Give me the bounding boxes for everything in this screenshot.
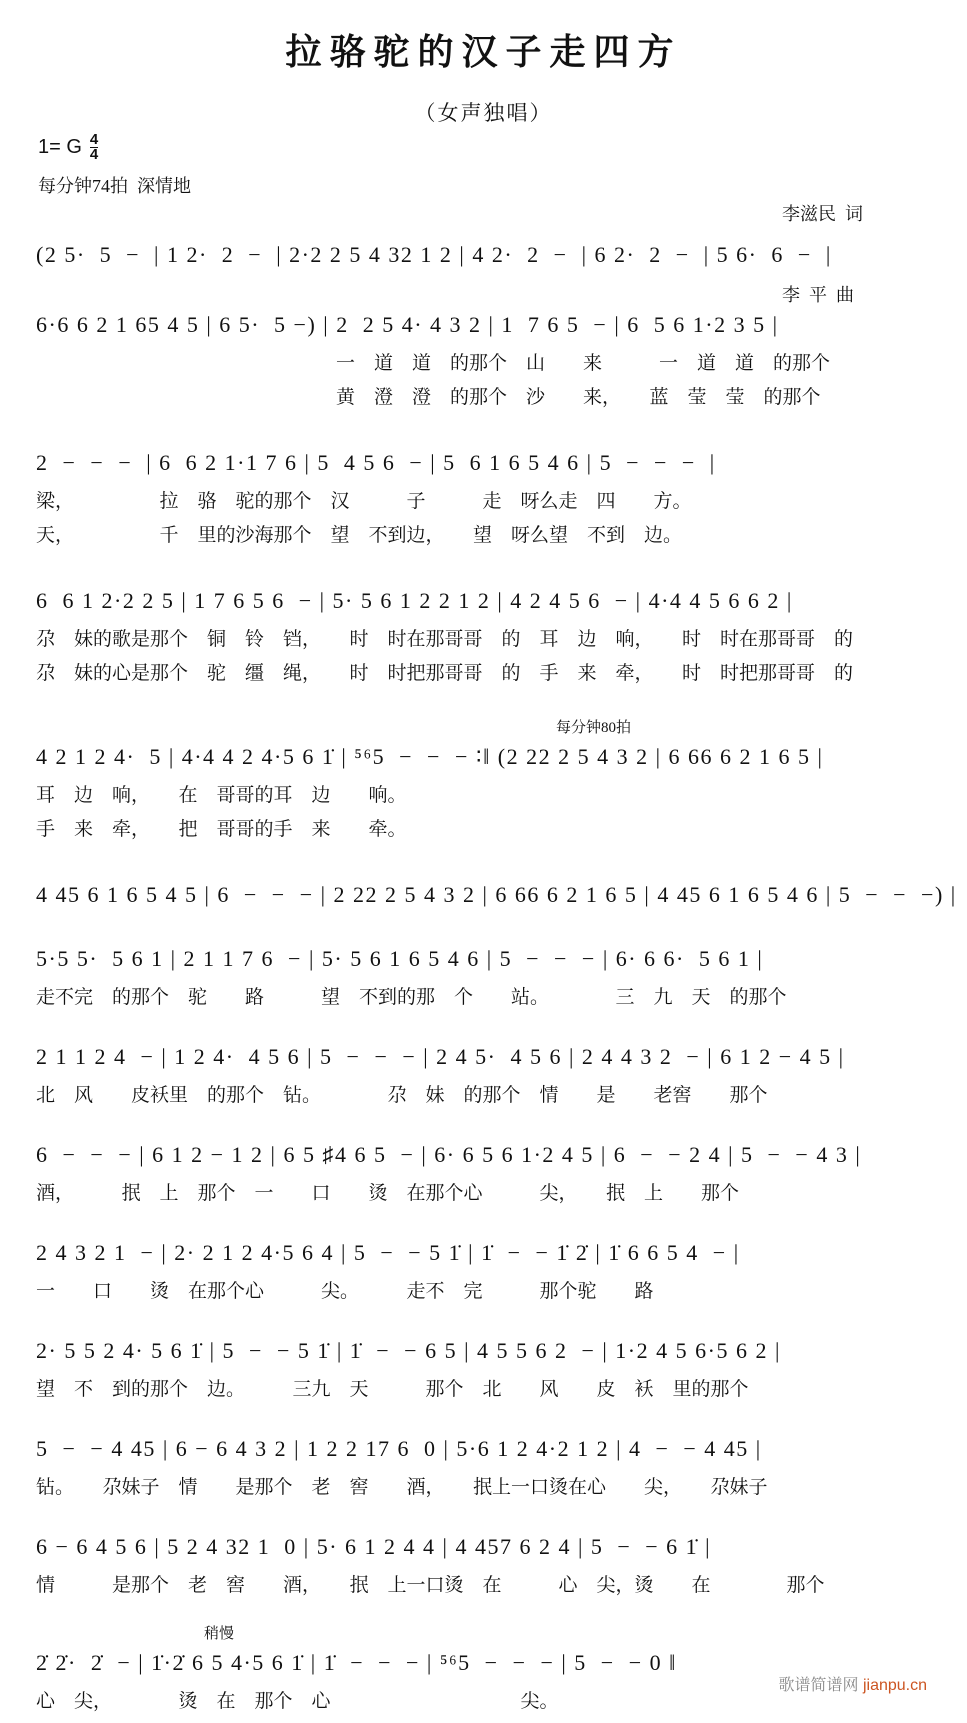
music-system-12: [36, 1429, 931, 1503]
score-body: [36, 235, 957, 1717]
music-system-4: [36, 581, 931, 689]
music-line: 4 45 6 1 6 5 4 5 | 6 − − − | 2 22 2 5 4 3 2 | 6 66 6 2 1 6 5 | 4 45 6 1 6 5 4 6 | 5 − − −) |: [36, 882, 957, 907]
lyrics-line: 酒， 抿 上 那个 一 口 烫 在那个心 尖， 抿 上 那个: [36, 1183, 740, 1204]
music-line: 6 − − − | 6 1 2 − 1 2 | 6 5 ♯4 6 5 − | 6· 6 5 6 1·2 4 5 | 6 − − 2 4 | 5 − − 4 3 |: [36, 1142, 862, 1167]
music-system-8: [36, 1037, 931, 1111]
tempo-marking: 每分钟74拍 深情地: [38, 176, 191, 196]
lyrics-line: 耳 边 响， 在 哥哥的耳 边 响。: [36, 785, 407, 806]
music-line: 6·6 6 2 1 65 4 5 | 6 5· 5 −) | 2 2 5 4· 4 3 2 | 1 7 6 5 − | 6 5 6 1·2 3 5 |: [36, 312, 779, 337]
song-subtitle: （女声独唱）: [414, 101, 553, 125]
music-line: 5·5 5· 5 6 1 | 2 1 1 7 6 − | 5· 5 6 1 6 5 4 6 | 5 − − − | 6· 6 6· 5 6 1 |: [36, 946, 764, 971]
music-line: 2 4 3 2 1 − | 2· 2 1 2 4·5 6 4 | 5 − − 5 1̇ | 1̇ − − 1̇ 2̇ | 1̇ 6 6 5 4 − |: [36, 1240, 740, 1265]
music-line: 6 − 6 4 5 6 | 5 2 4 32 1 0 | 5· 6 1 2 4 4 | 4 457 6 2 4 | 5 − − 6 1̇ |: [36, 1534, 712, 1559]
time-signature: 4 4: [89, 131, 99, 163]
lyrics-line: 黄 澄 澄 的那个 沙 来， 蓝 莹 莹 的那个: [336, 387, 821, 408]
lyrics-line: 北 风 皮袄里 的那个 钻。 尕 妹 的那个 情 是 老窖 那个: [36, 1085, 768, 1106]
music-system-9: [36, 1135, 931, 1209]
lyrics-line: 尕 妹的歌是那个 铜 铃 铛， 时 时在那哥哥 的 耳 边 响， 时 时在那哥哥 的: [36, 629, 854, 650]
music-line: 2̇ 2̇· 2̇ − | 1̇·2̇ 6 5 4·5 6 1̇ | 1̇ − − − | ⁵⁶5 − − − | 5 − − 0 ‖: [36, 1650, 677, 1675]
lyrics-line: 情 是那个 老 窖 酒， 抿 上一口烫 在 心 尖，烫 在 那个: [36, 1575, 825, 1596]
lyrics-line: 尕 妹的心是那个 驼 缰 绳， 时 时把那哥哥 的 手 来 牵， 时 时把那哥哥 的: [36, 663, 854, 684]
music-system-7: [36, 939, 931, 1013]
watermark: [761, 1654, 927, 1713]
music-line: 2 1 1 2 4 − | 1 2 4· 4 5 6 | 5 − − − | 2 4 5· 4 5 6 | 2 4 4 3 2 − | 6 1 2 − 4 5 |: [36, 1044, 845, 1069]
lyrics-line: 钻。 尕妹子 情 是那个 老 窖 酒， 抿上一口烫在心 尖， 尕妹子: [36, 1477, 768, 1498]
lyrics-line: 望 不 到的那个 边。 三九 天 那个 北 风 皮 袄 里的那个: [36, 1379, 749, 1400]
music-line: (2 5· 5 − | 1 2· 2 − | 2·2 2 5 4 32 1 2 | 4 2· 2 − | 6 2· 2 − | 5 6· 6 − |: [36, 242, 832, 267]
music-system-5: [36, 719, 931, 845]
music-system-13: [36, 1527, 931, 1601]
music-line: 2· 5 5 2 4· 5 6 1̇ | 5 − − 5 1̇ | 1̇ − − 6 5 | 4 5 5 6 2 − | 1·2 4 5 6·5 6 2 |: [36, 1338, 781, 1363]
lyrics-line: 一 口 烫 在那个心 尖。 走不 完 那个驼 路: [36, 1281, 654, 1302]
composer-credit: 李 平 曲: [782, 285, 854, 305]
music-system-11: [36, 1331, 931, 1405]
lyricist-credit: 李滋民 词: [782, 204, 863, 224]
music-line: 2 − − − | 6 6 2 1·1 7 6 | 5 4 5 6 − | 5 6 1 6 5 4 6 | 5 − − − |: [36, 450, 716, 475]
song-title: 拉骆驼的汉子走四方: [285, 32, 682, 72]
music-line: 6 6 1 2·2 2 5 | 1 7 6 5 6 − | 5· 5 6 1 2 2 1 2 | 4 2 4 5 6 − | 4·4 4 5 6 6 2 |: [36, 588, 793, 613]
lyrics-line: 手 来 牵， 把 哥哥的手 来 牵。: [36, 819, 407, 840]
watermark-site-url: jianpu.cn: [862, 1677, 927, 1694]
lyrics-line: 心 尖， 烫 在 那个 心 尖。: [36, 1691, 559, 1712]
music-system-10: [36, 1233, 931, 1307]
lyrics-line: 走不完 的那个 驼 路 望 不到的那 个 站。 三 九 天 的那个: [36, 987, 787, 1008]
tempo-change-mark: 每分钟80拍: [556, 720, 632, 736]
music-line: 5 − − 4 45 | 6 − 6 4 3 2 | 1 2 2 17 6 0 | 5·6 1 2 4·2 1 2 | 4 − − 4 45 |: [36, 1436, 762, 1461]
music-system-6: [36, 875, 957, 915]
credits: [782, 147, 863, 363]
music-line: 4 2 1 2 4· 5 | 4·4 4 2 4·5 6 1̇ | ⁵⁶5 − − − ∶‖ (2 22 2 5 4 3 2 | 6 66 6 2 1 6 5 |: [36, 744, 824, 769]
tempo-change-mark: 稍慢: [204, 1626, 235, 1642]
key-signature: 1= G: [38, 136, 82, 158]
music-system-3: [36, 443, 931, 551]
lyrics-line: 梁， 拉 骆 驼的那个 汉 子 走 呀么走 四 方。: [36, 491, 692, 512]
lyrics-line: 天， 千 里的沙海那个 望 不到边， 望 呀么望 不到 边。: [36, 525, 683, 546]
lyrics-line: 一 道 道 的那个 山 来 一 道 道 的那个: [336, 353, 831, 374]
watermark-site-name: 歌谱简谱网: [778, 1677, 863, 1694]
key-and-tempo: [38, 133, 191, 198]
